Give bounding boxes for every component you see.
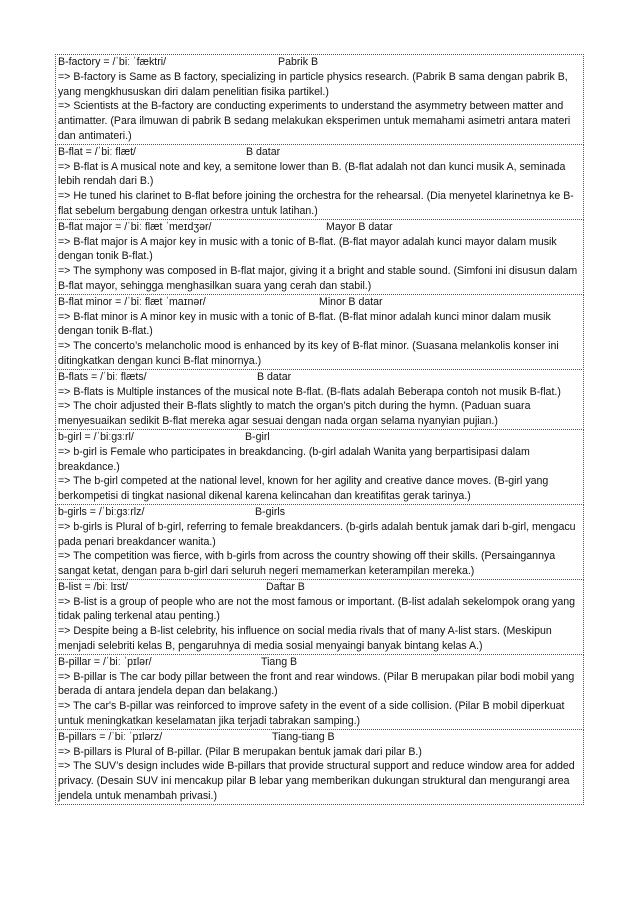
entry-term: B-pillars = /ˈbiː ˈpɪlərz/ bbox=[58, 730, 163, 743]
entry-translation: Tiang-tiang B bbox=[272, 730, 335, 743]
glossary-entry bbox=[55, 54, 584, 145]
entry-header bbox=[58, 730, 581, 745]
entry-term: B-factory = /ˈbiː ˈfæktri/ bbox=[58, 56, 167, 68]
entry-definition: => B-list is a group of people who are not the most famous or important. (B-list adalah sekelompok orang yang tidak paling terkenal atau penting.) bbox=[58, 595, 576, 623]
entry-definition: => B-flat major is A major key in music with a tonic of B-flat. (B-flat mayor adalah kunci mayor dalam musik dengan tonik B-flat.) bbox=[58, 235, 557, 263]
entry-term: B-flat major = /ˈbiː flæt ˈmeɪdʒər/ bbox=[58, 220, 212, 233]
entry-header bbox=[58, 220, 581, 235]
entry-term: b-girl = /ˈbiːɡɜːrl/ bbox=[58, 430, 134, 443]
glossary-document bbox=[55, 55, 584, 805]
glossary-entry bbox=[55, 729, 584, 805]
entry-example: => He tuned his clarinet to B-flat before joining the orchestra for the rehearsal. (Dia menyetel klarinetnya ke B-flat sebelum bergabung dengan orkestra untuk latihan.) bbox=[58, 190, 574, 217]
entry-translation: Daftar B bbox=[266, 580, 305, 593]
glossary-entry bbox=[55, 219, 584, 295]
entry-header bbox=[58, 580, 581, 595]
entry-translation: Mayor B datar bbox=[326, 220, 393, 233]
entry-term: B-flat = /ˈbiː flæt/ bbox=[58, 145, 137, 158]
entry-definition: => b-girls is Plural of b-girl, referring to female breakdancers. (b-girls adalah bentuk jamak dari b-girl, mengacu pada penari breakdancer wanita.) bbox=[58, 520, 576, 548]
entry-example: => The SUV’s design includes wide B-pillars that provide structural support and reduce window area for added privacy. (Desain SUV ini mencakup pilar B lebar yang memberikan dukungan struktural dan mengurangi area jendela untuk menambah privasi.) bbox=[58, 760, 575, 803]
entry-example: => The symphony was composed in B-flat major, giving it a bright and stable sound. (Simfoni ini disusun dalam B-flat mayor, sehingga menghasilkan suara yang cerah dan stabil.) bbox=[58, 265, 578, 292]
entry-definition: => B-flat minor is A minor key in music with a tonic of B-flat. (B-flat minor adalah kunci minor dalam musik dengan tonik B-flat.) bbox=[58, 310, 551, 338]
entry-term: B-pillar = /ˈbiː ˈpɪlər/ bbox=[58, 655, 152, 668]
entry-header bbox=[58, 55, 581, 70]
entry-translation: Tiang B bbox=[261, 655, 298, 668]
entry-translation: Pabrik B bbox=[278, 56, 319, 68]
entry-header bbox=[58, 655, 581, 670]
entry-translation: Minor B datar bbox=[319, 295, 383, 308]
glossary-entry bbox=[55, 654, 584, 730]
glossary-entry bbox=[55, 294, 584, 370]
entry-definition: => B-pillars is Plural of B-pillar. (Pilar B merupakan bentuk jamak dari pilar B.) bbox=[58, 745, 422, 758]
entry-term: B-list = /biː lɪst/ bbox=[58, 580, 128, 593]
entry-header bbox=[58, 430, 581, 445]
entry-example: => The b-girl competed at the national level, known for her agility and creative dance moves. (B-girl yang berkompetisi di tingkat nasional dikenal karena kelincahan dan kreatifitas gerak tarinya.) bbox=[58, 475, 549, 503]
entry-term: B-flat minor = /ˈbiː flæt ˈmaɪnər/ bbox=[58, 295, 206, 308]
glossary-entry bbox=[55, 504, 584, 580]
entry-translation: B datar bbox=[257, 370, 292, 383]
entry-header bbox=[58, 505, 581, 520]
entry-translation: B-girl bbox=[245, 430, 270, 443]
entry-example: => The choir adjusted their B-flats slightly to match the organ’s pitch during the hymn. (Paduan suara menyesuaikan sedikit B-flat mereka agar sesuai dengan nada organ selama nyanyian pujian.) bbox=[58, 400, 531, 428]
entry-example: => The car's B-pillar was reinforced to improve safety in the event of a side collision. (Pilar B mobil diperkuat untuk meningkatkan keselamatan jika terjadi tabrakan samping.) bbox=[58, 700, 565, 728]
entry-translation: B datar bbox=[246, 145, 281, 158]
entry-header bbox=[58, 370, 581, 385]
entry-example: => The competition was fierce, with b-girls from across the country showing off their skills. (Persaingannya sangat ketat, dengan para b-girl dari seluruh negeri memamerkan keterampilan mereka.) bbox=[58, 550, 556, 578]
entry-header bbox=[58, 295, 581, 310]
glossary-entry bbox=[55, 429, 584, 505]
entry-definition: => B-flat is A musical note and key, a semitone lower than B. (B-flat adalah not dan kunci musik A, seminada lebih rendah dari B.) bbox=[58, 160, 566, 188]
entry-example: => The concerto’s melancholic mood is enhanced by its key of B-flat minor. (Suasana melankolis konser ini ditingkatkan dengan kunci B-flat minornya.) bbox=[58, 340, 559, 367]
entry-term: B-flats = /ˈbiː flæts/ bbox=[58, 370, 147, 383]
entry-definition: => B-flats is Multiple instances of the musical note B-flat. (B-flats adalah Beberapa contoh not musik B-flat.) bbox=[58, 385, 561, 398]
entry-definition: => b-girl is Female who participates in breakdancing. (b-girl adalah Wanita yang berpartisipasi dalam breakdance.) bbox=[58, 445, 530, 473]
entry-term: b-girls = /ˈbiːɡɜːrlz/ bbox=[58, 505, 145, 518]
entry-header bbox=[58, 145, 581, 160]
glossary-entry bbox=[55, 144, 584, 220]
entry-example: => Despite being a B-list celebrity, his influence on social media rivals that of many A-list stars. (Meskipun menjadi selebriti kelas B, pengaruhnya di media sosial menyaingi banyak bintang kelas A.) bbox=[58, 625, 552, 653]
entry-definition: => B-pillar is The car body pillar between the front and rear windows. (Pilar B merupakan pilar bodi mobil yang berada di antara jendela depan dan belakang.) bbox=[58, 670, 575, 698]
entry-translation: B-girls bbox=[255, 505, 286, 518]
entry-definition: => B-factory is Same as B factory, specializing in particle physics research. (Pabrik B sama dengan pabrik B, yang mengkhususkan diri dalam penelitian fisika partikel.) bbox=[58, 70, 568, 98]
entry-example: => Scientists at the B-factory are conducting experiments to understand the asymmetry between matter and antimatter. (Para ilmuwan di pabrik B sedang melakukan eksperimen untuk memahami asimetri antara materi dan antimateri.) bbox=[58, 100, 571, 142]
glossary-entry bbox=[55, 369, 584, 430]
glossary-entry bbox=[55, 579, 584, 655]
